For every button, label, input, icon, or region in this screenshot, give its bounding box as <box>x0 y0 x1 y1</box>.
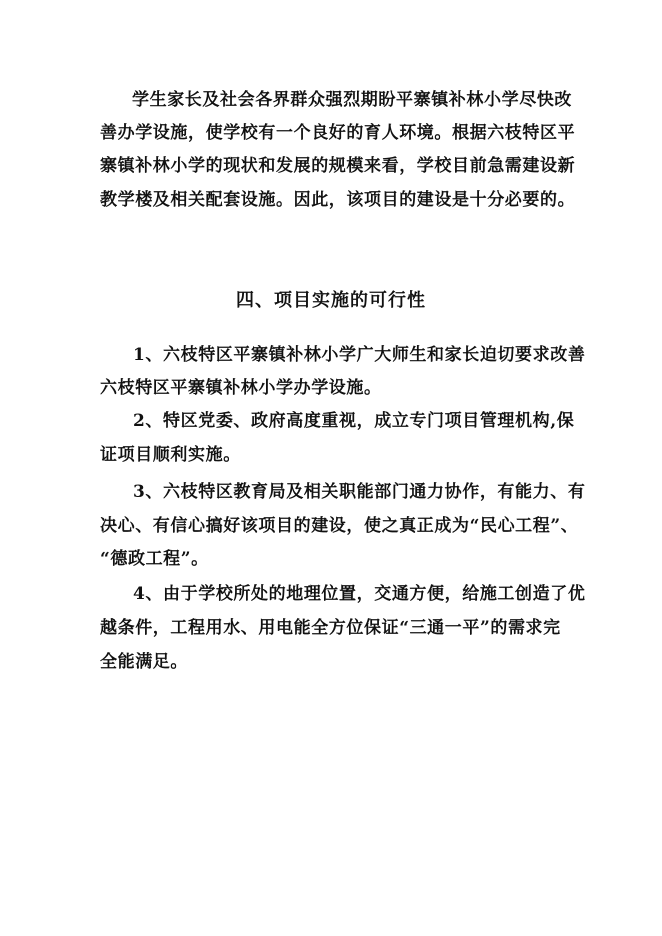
paragraph-line: 1、六枝特区平寨镇补林小学广大师生和家长迫切要求改善 <box>133 345 586 365</box>
paragraph-line: 3、六枝特区教育局及相关职能部门通力协作，有能力、有 <box>133 482 586 502</box>
paragraph-line: 2、特区党委、政府高度重视，成立专门项目管理机构,保 <box>133 411 575 431</box>
paragraph-line: 学生家长及社会各界群众强烈期盼平寨镇补林小学尽快改 <box>132 90 572 110</box>
paragraph-line: 教学楼及相关配套设施。因此，该项目的建设是十分必要的。 <box>100 190 576 210</box>
paragraph-line: 决心、有信心搞好该项目的建设，使之真正成为“民心工程”、 <box>100 516 579 536</box>
paragraph-line: “德政工程”。 <box>100 549 209 569</box>
paragraph-line: 寨镇补林小学的现状和发展的规模来看，学校目前急需建设新 <box>100 156 576 176</box>
paragraph-line: 越条件，工程用水、用电能全方位保证“三通一平”的需求完 <box>100 618 561 638</box>
paragraph-line: 善办学设施，使学校有一个良好的育人环境。根据六枝特区平 <box>100 123 576 143</box>
section-heading: 四、项目实施的可行性 <box>236 290 426 311</box>
paragraph-line: 证项目顺利实施。 <box>100 445 241 465</box>
paragraph-line: 全能满足。 <box>100 652 188 672</box>
paragraph-line: 4、由于学校所处的地理位置，交通方便，给施工创造了优 <box>133 584 586 604</box>
paragraph-line: 六枝特区平寨镇补林小学办学设施。 <box>100 378 382 398</box>
